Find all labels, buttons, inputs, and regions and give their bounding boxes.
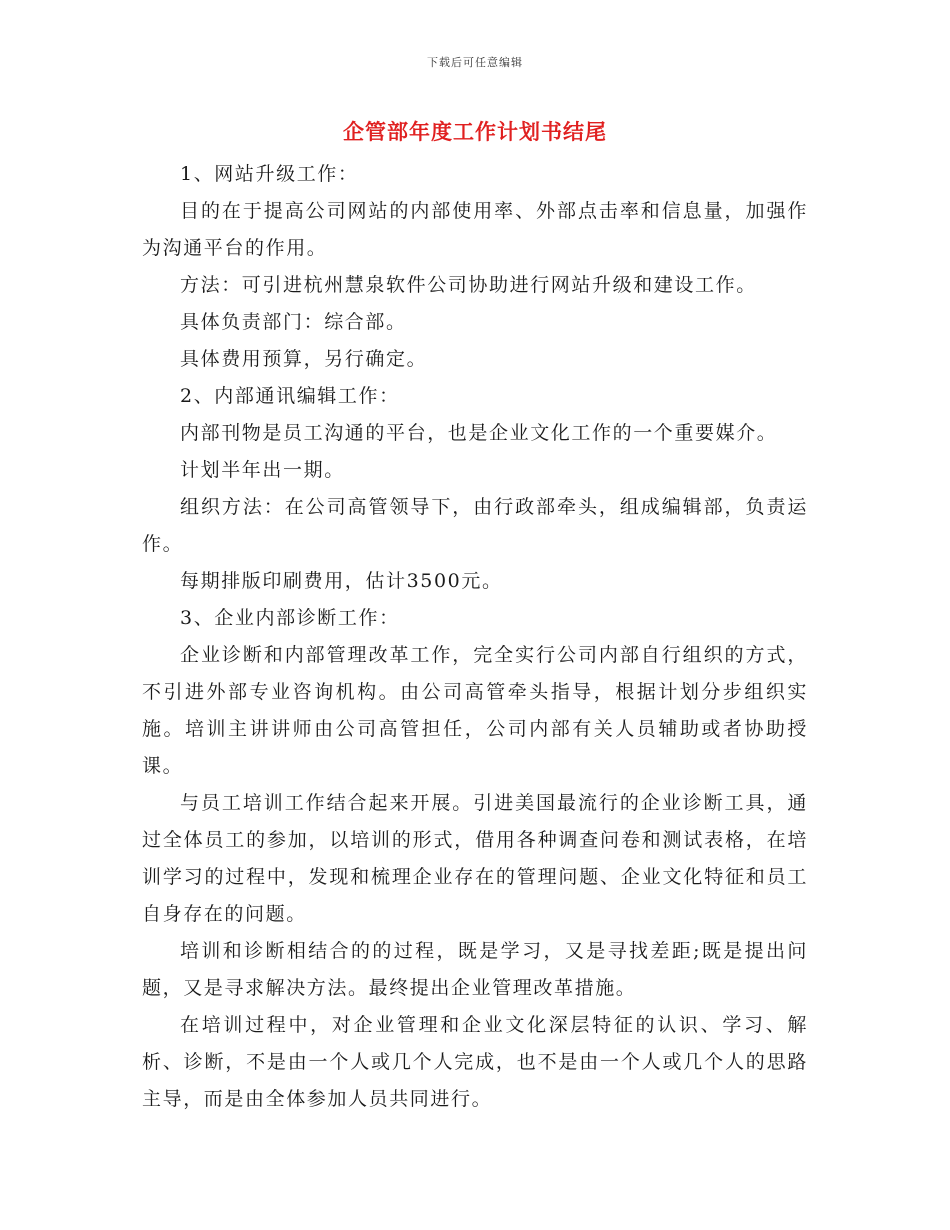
paragraph: 具体负责部门：综合部。 [180,311,407,333]
paragraph: 具体费用预算，另行确定。 [180,348,428,370]
document-title: 企管部年度工作计划书结尾 [343,119,607,144]
paragraph: 在培训过程中，对企业管理和企业文化深层特征的认识、学习、解析、诊断，不是由一个人或几个人完成，也不是由一个人或几个人的思路主导，而是由全体参加人员共同进行。 [142,1014,808,1110]
paragraph: 目的在于提高公司网站的内部使用率、外部点击率和信息量，加强作为沟通平台的作用。 [142,200,808,259]
document-body [142,156,808,1118]
paragraph: 方法：可引进杭州慧泉软件公司协助进行网站升级和建设工作。 [180,274,757,296]
paragraph: 每期排版印刷费用，估计3500元。 [180,570,503,592]
section-3-heading: 3、企业内部诊断工作： [180,607,400,629]
paragraph: 计划半年出一期。 [180,459,345,481]
paragraph: 企业诊断和内部管理改革工作，完全实行公司内部自行组织的方式，不引进外部专业咨询机构。由公司高管牵头指导，根据计划分步组织实施。培训主讲讲师由公司高管担任，公司内部有关人员辅助或者协助授课。 [142,644,808,777]
section-1-heading: 1、网站升级工作： [180,163,359,185]
paragraph: 组织方法：在公司高管领导下，由行政部牵头，组成编辑部，负责运作。 [142,496,808,555]
paragraph: 与员工培训工作结合起来开展。引进美国最流行的企业诊断工具，通过全体员工的参加，以培训的形式，借用各种调查问卷和测试表格，在培训学习的过程中，发现和梳理企业存在的管理问题、企业文化特征和员工自身存在的问题。 [142,792,808,925]
paragraph: 内部刊物是员工沟通的平台，也是企业文化工作的一个重要媒介。 [180,422,778,444]
header-note: 下载后可任意编辑 [427,56,523,69]
paragraph: 培训和诊断相结合的的过程，既是学习，又是寻找差距;既是提出问题，又是寻求解决方法。最终提出企业管理改革措施。 [142,940,808,999]
section-2-heading: 2、内部通讯编辑工作： [180,385,400,407]
